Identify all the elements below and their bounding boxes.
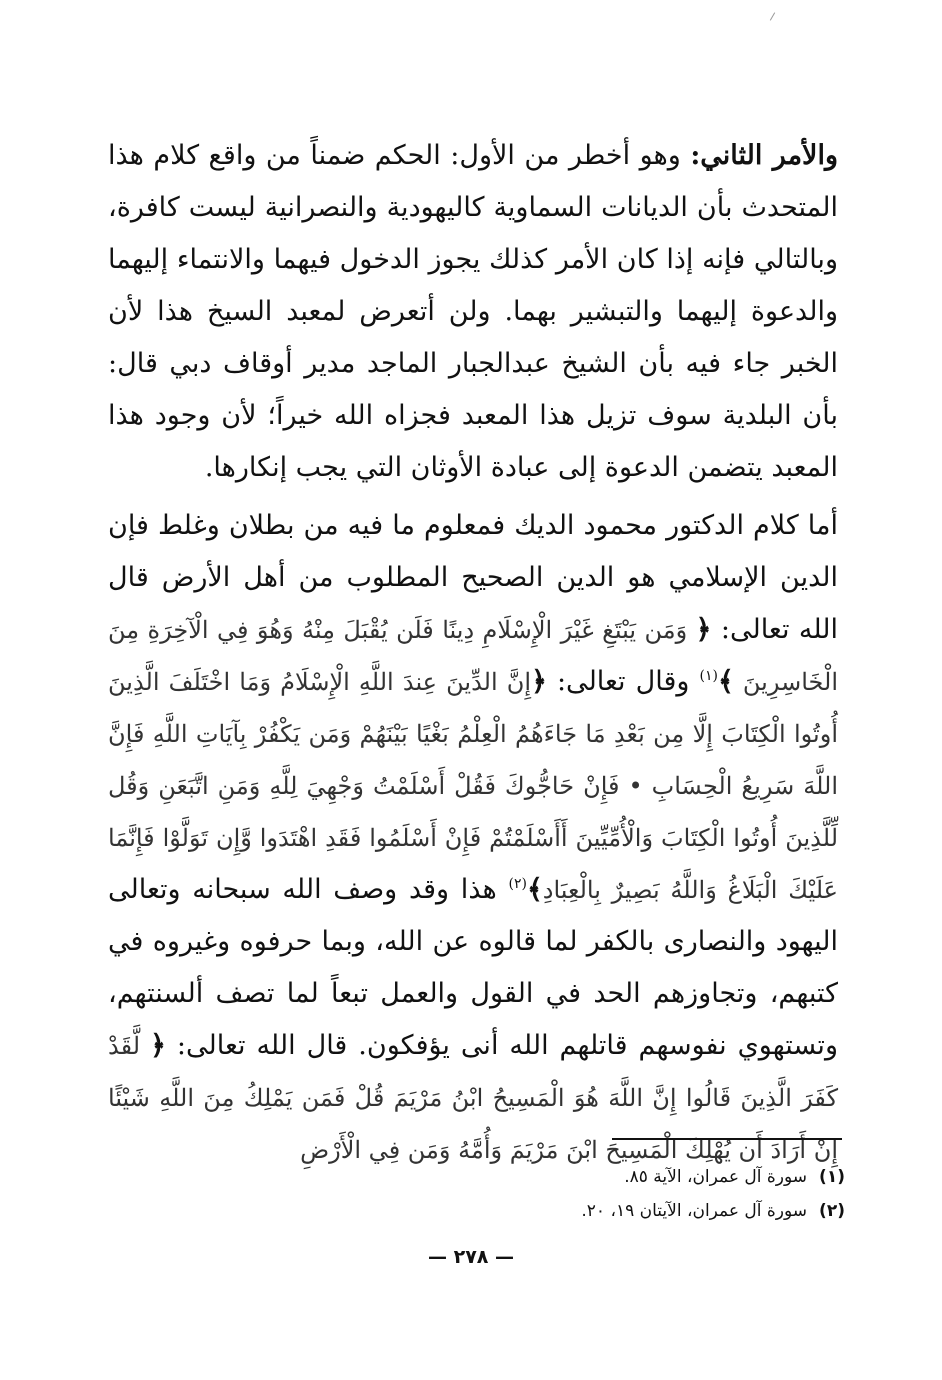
footnote-number: (١) — [819, 1167, 845, 1187]
footnote-ref-1: (١) — [699, 668, 718, 684]
footnote-2 — [500, 1194, 845, 1228]
quran-verse-1: وَمَن يَبْتَغِ غَيْرَ الْإِسْلَامِ دِينًا فَلَن يُقْبَلَ مِنْهُ وَهُوَ فِي الْآخِرَةِ مِنَ الْخَاسِرِينَ — [108, 616, 839, 696]
footnote-ref-2: (٢) — [508, 876, 527, 892]
paragraph-1 — [108, 130, 838, 494]
quran-open-brace: ﴿ — [150, 1030, 166, 1061]
footnotes — [500, 1160, 845, 1228]
footnote-number: (٢) — [819, 1201, 845, 1221]
paragraph-text: أما كلام الدكتور محمود الديك فمعلوم ما فيه من بطلان وغلط فإن الدين الإسلامي هو الدين الصحيح المطلوب من أهل الأرض قال الله تعالى: — [108, 510, 839, 645]
quran-open-brace: ﴿ — [531, 666, 547, 697]
quran-close-brace: ﴾ — [717, 666, 734, 697]
paragraph-2 — [108, 500, 838, 1176]
paragraph-text: هذا وقد وصف الله سبحانه وتعالى اليهود والنصارى بالكفر لما قالوه عن الله، وبما حرفوه وغيروه في كتبهم، وتجاوزهم الحد في القول والعمل تبعاً لما تصف ألسنتهم، وتستهوي نفوسهم قاتلهم الله أنى يؤفكون. قال الله تعالى: — [108, 874, 838, 1061]
footnote-1 — [500, 1160, 845, 1194]
paragraph-text: وقال تعالى: — [546, 666, 700, 697]
quran-verse-2: إِنَّ الدِّينَ عِندَ اللَّهِ الْإِسْلَامُ وَمَا اخْتَلَفَ الَّذِينَ أُوتُوا الْكِتَابَ إِلَّا مِن بَعْدِ مَا جَاءَهُمُ الْعِلْمُ بَغْيًا بَيْنَهُمْ وَمَن يَكْفُرْ بِآيَاتِ اللَّهِ فَإِنَّ اللَّهَ سَرِيعُ الْحِسَابِ • فَإِنْ حَاجُّوكَ فَقُلْ أَسْلَمْتُ وَجْهِيَ لِلَّهِ وَمَنِ اتَّبَعَنِ وَقُل لِّلَّذِينَ أُوتُوا الْكِتَابَ وَالْأُمِّيِّينَ أَأَسْلَمْتُمْ فَإِنْ أَسْلَمُوا فَقَدِ اهْتَدَوا وَّإِن تَوَلَّوْا فَإِنَّمَا عَلَيْكَ الْبَلَاغُ وَاللَّهُ بَصِيرٌ بِالْعِبَادِ — [108, 668, 838, 904]
quran-verse-3: لَّقَدْ كَفَرَ الَّذِينَ قَالُوا إِنَّ اللَّهَ هُوَ الْمَسِيحُ ابْنُ مَرْيَمَ قُلْ فَمَن يَمْلِكُ مِنَ اللَّهِ شَيْئًا إِنْ أَرَادَ أَن يُهْلِكَ الْمَسِيحَ ابْنَ مَرْيَمَ وَأُمَّهُ وَمَن فِي الْأَرْضِ — [108, 1032, 838, 1164]
scan-mark — [770, 12, 775, 20]
paragraph-lead: والأمر الثاني: — [690, 140, 838, 171]
main-text — [108, 130, 838, 1176]
page-number: — ٢٧٨ — — [427, 1246, 515, 1268]
paragraph-text: وهو أخطر من الأول: الحكم ضمناً من واقع كلام هذا المتحدث بأن الديانات السماوية كاليهودية والنصرانية ليست كافرة، وبالتالي فإنه إذا كان الأمر كذلك يجوز الدخول فيهما والانتماء إليهما والدعوة إليهما والتبشير بهما. ولن أتعرض لمعبد السيخ هذا لأن الخبر جاء فيه بأن الشيخ عبدالجبار الماجد مدير أوقاف دبي قال: بأن البلدية سوف تزيل هذا المعبد فجزاه الله خيراً؛ لأن وجود هذا المعبد يتضمن الدعوة إلى عبادة الأوثان التي يجب إنكارها. — [108, 140, 838, 483]
quran-open-brace: ﴿ — [695, 614, 712, 645]
footnote-text: سورة آل عمران، الآية ٨٥. — [624, 1167, 808, 1187]
quran-close-brace: ﴾ — [526, 874, 543, 905]
footnote-text: سورة آل عمران، الآيتان ١٩، ٢٠. — [581, 1201, 808, 1221]
footnote-separator — [612, 1138, 842, 1140]
